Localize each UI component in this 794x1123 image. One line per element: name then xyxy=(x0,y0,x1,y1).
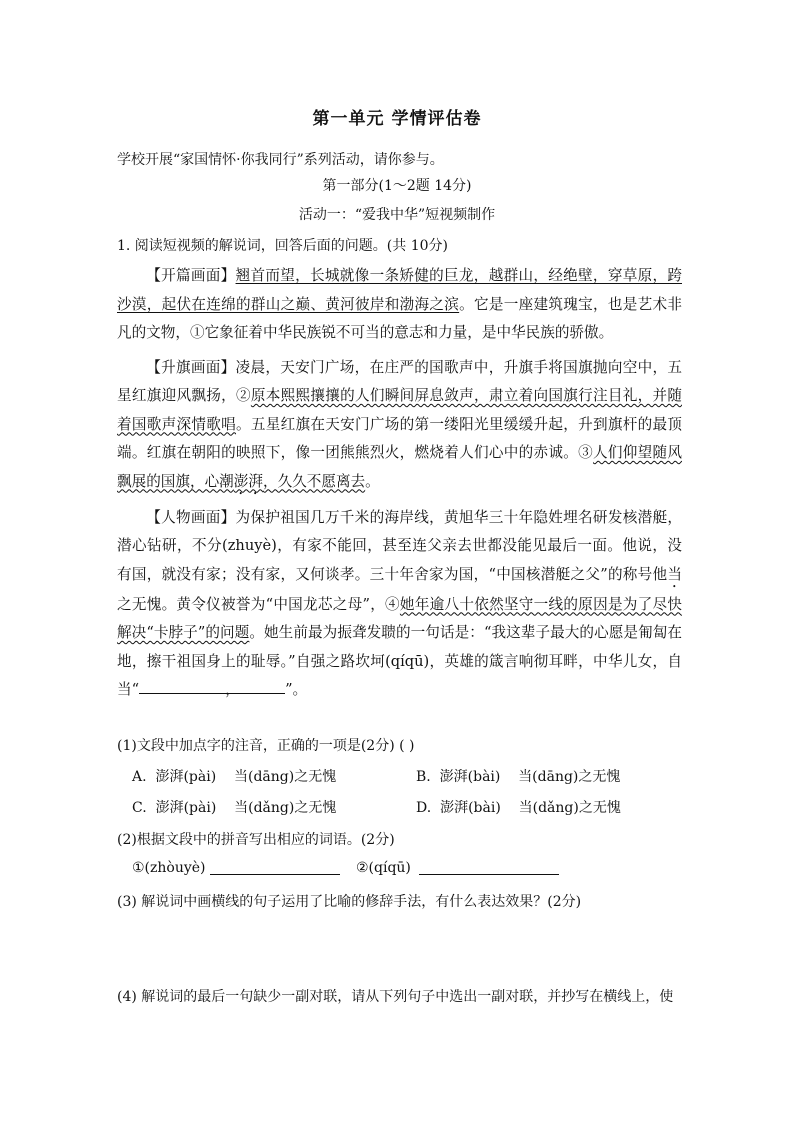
sub-question-4: (4) 解说词的最后一句缺少一副对联，请从下列句子中选出一副对联，并抄写在横线上，使 xyxy=(117,989,674,1005)
pinyin-zhouye-label: ①(zhòuyè) xyxy=(132,860,206,876)
question-1-stem: 1. 阅读短视频的解说词，回答后面的问题。(共 10分) xyxy=(117,238,448,254)
sub-question-3: (3) 解说词中画横线的句子运用了比喻的修辞手法，有什么表达效果？(2分) xyxy=(117,894,582,910)
paragraph-text: 。五星红旗在天安门广场的第一缕阳光里缓缓升起，升到旗杆的最顶端。红旗在朝阳的映照下，像一团熊熊烈火，燃烧着人们心中的赤诚。③ xyxy=(117,415,682,461)
option-word-2: 当(dāng)之无愧 xyxy=(234,769,337,785)
option-word-2: 当(dǎng)之无愧 xyxy=(234,800,337,816)
option-a[interactable] xyxy=(132,766,336,786)
paragraph-text: 。她生前最为振聋发聩的一句话是：“我这辈子最大的心愿是匍匐在地，擦干祖国身上的耻辱。”自强之路坎坷(qíqū)，英雄的箴言响彻耳畔，中华儿女，自当“ xyxy=(117,624,682,698)
option-word-1: 澎湃(pài) xyxy=(155,769,217,785)
pinyin-qiqu-label: ②(qíqū) xyxy=(356,860,411,876)
sub-question-1: (1)文段中加点字的注音，正确的一项是(2分) ( ) xyxy=(117,738,415,754)
option-letter: C. xyxy=(132,800,147,816)
tag-opening: 【开篇画面】 xyxy=(146,267,236,284)
sub-question-2: (2)根据文段中的拼音写出相应的词语。(2分) xyxy=(117,832,395,848)
dotted-word-pengpai: 澎湃 xyxy=(233,472,263,490)
paragraph-person xyxy=(117,504,682,705)
option-letter: D. xyxy=(416,800,432,816)
wavy-sentence-3a: 人们仰望随风飘展的国旗，心潮 xyxy=(117,444,682,490)
paragraph-opening xyxy=(117,262,682,348)
option-word-2: 当(dāng)之无愧 xyxy=(518,769,621,785)
narration-passage xyxy=(117,262,682,705)
paragraph-text: 凌晨，天安门广场，在庄严的国歌声中，升旗手将国旗抛向空中，五星红旗迎风飘扬，② xyxy=(117,358,682,404)
page-title: 第一单元 学情评估卷 xyxy=(312,109,482,129)
option-word-1: 澎湃(pài) xyxy=(155,800,217,816)
option-word-1: 澎湃(bài) xyxy=(440,800,501,816)
paragraph-text: ， xyxy=(225,681,240,698)
option-letter: A. xyxy=(132,769,147,785)
paragraph-text: 。它是一座建筑瑰宝，也是艺术非凡的文物，①它象征着中华民族锐不可当的意志和力量，是中华民族的骄傲。 xyxy=(117,295,682,341)
option-b[interactable] xyxy=(416,766,620,786)
answer-blank-1[interactable] xyxy=(139,679,225,694)
activity-heading: 活动一：“爱我中华”短视频制作 xyxy=(298,207,496,223)
wavy-sentence-3b: ，久久不愿离去 xyxy=(262,472,366,490)
paragraph-text: 为保护祖国几万千米的海岸线，黄旭华三十年隐姓埋名研发核潜艇，潜心钻研，不分(zhuyè)，有家不能回，甚至连父亲去世都没能见最后一面。他说，没有国，就没有家；没有家，又何谈孝。三十年舍家为国，“中国核潜艇之父”的称号他 xyxy=(117,508,682,583)
dotted-word-dang: 当 xyxy=(667,565,682,583)
wavy-sentence-2: 原本熙熙攘攘的人们瞬间屏息敛声，肃立着向国旗行注目礼，并随着国歌声深情歌唱 xyxy=(117,387,682,433)
option-letter: B. xyxy=(416,769,431,785)
paragraph-text: 。 xyxy=(365,472,380,490)
option-word-2: 当(dǎng)之无愧 xyxy=(518,800,621,816)
paragraph-text: 之无愧。黄令仪被誉为“中国龙芯之母”，④ xyxy=(117,595,400,613)
tag-flag: 【升旗画面】 xyxy=(146,358,236,376)
answer-line-qiqu[interactable] xyxy=(419,860,559,875)
option-d[interactable] xyxy=(416,797,621,817)
tag-person: 【人物画面】 xyxy=(146,508,236,526)
underlined-metaphor-sentence: 翘首而望，长城就像一条矫健的巨龙，越群山，经绝壁，穿草原，跨沙漠，起伏在连绵的群山之巅、黄河彼岸和渤海之滨 xyxy=(117,267,682,313)
wavy-sentence-4: 她年逾八十依然坚守一线的原因是为了尽快解决“卡脖子”的问题 xyxy=(117,595,682,641)
option-word-1: 澎湃(bài) xyxy=(439,769,501,785)
paragraph-flag xyxy=(117,354,682,498)
option-c[interactable] xyxy=(132,797,336,817)
answer-blank-2[interactable] xyxy=(225,679,285,694)
answer-line-zhouye[interactable] xyxy=(210,860,340,875)
intro-text: 学校开展“家国情怀·你我同行”系列活动，请你参与。 xyxy=(117,152,444,168)
paragraph-text: ”。 xyxy=(285,681,308,698)
part-heading: 第一部分(1～2题 14分) xyxy=(322,178,472,194)
